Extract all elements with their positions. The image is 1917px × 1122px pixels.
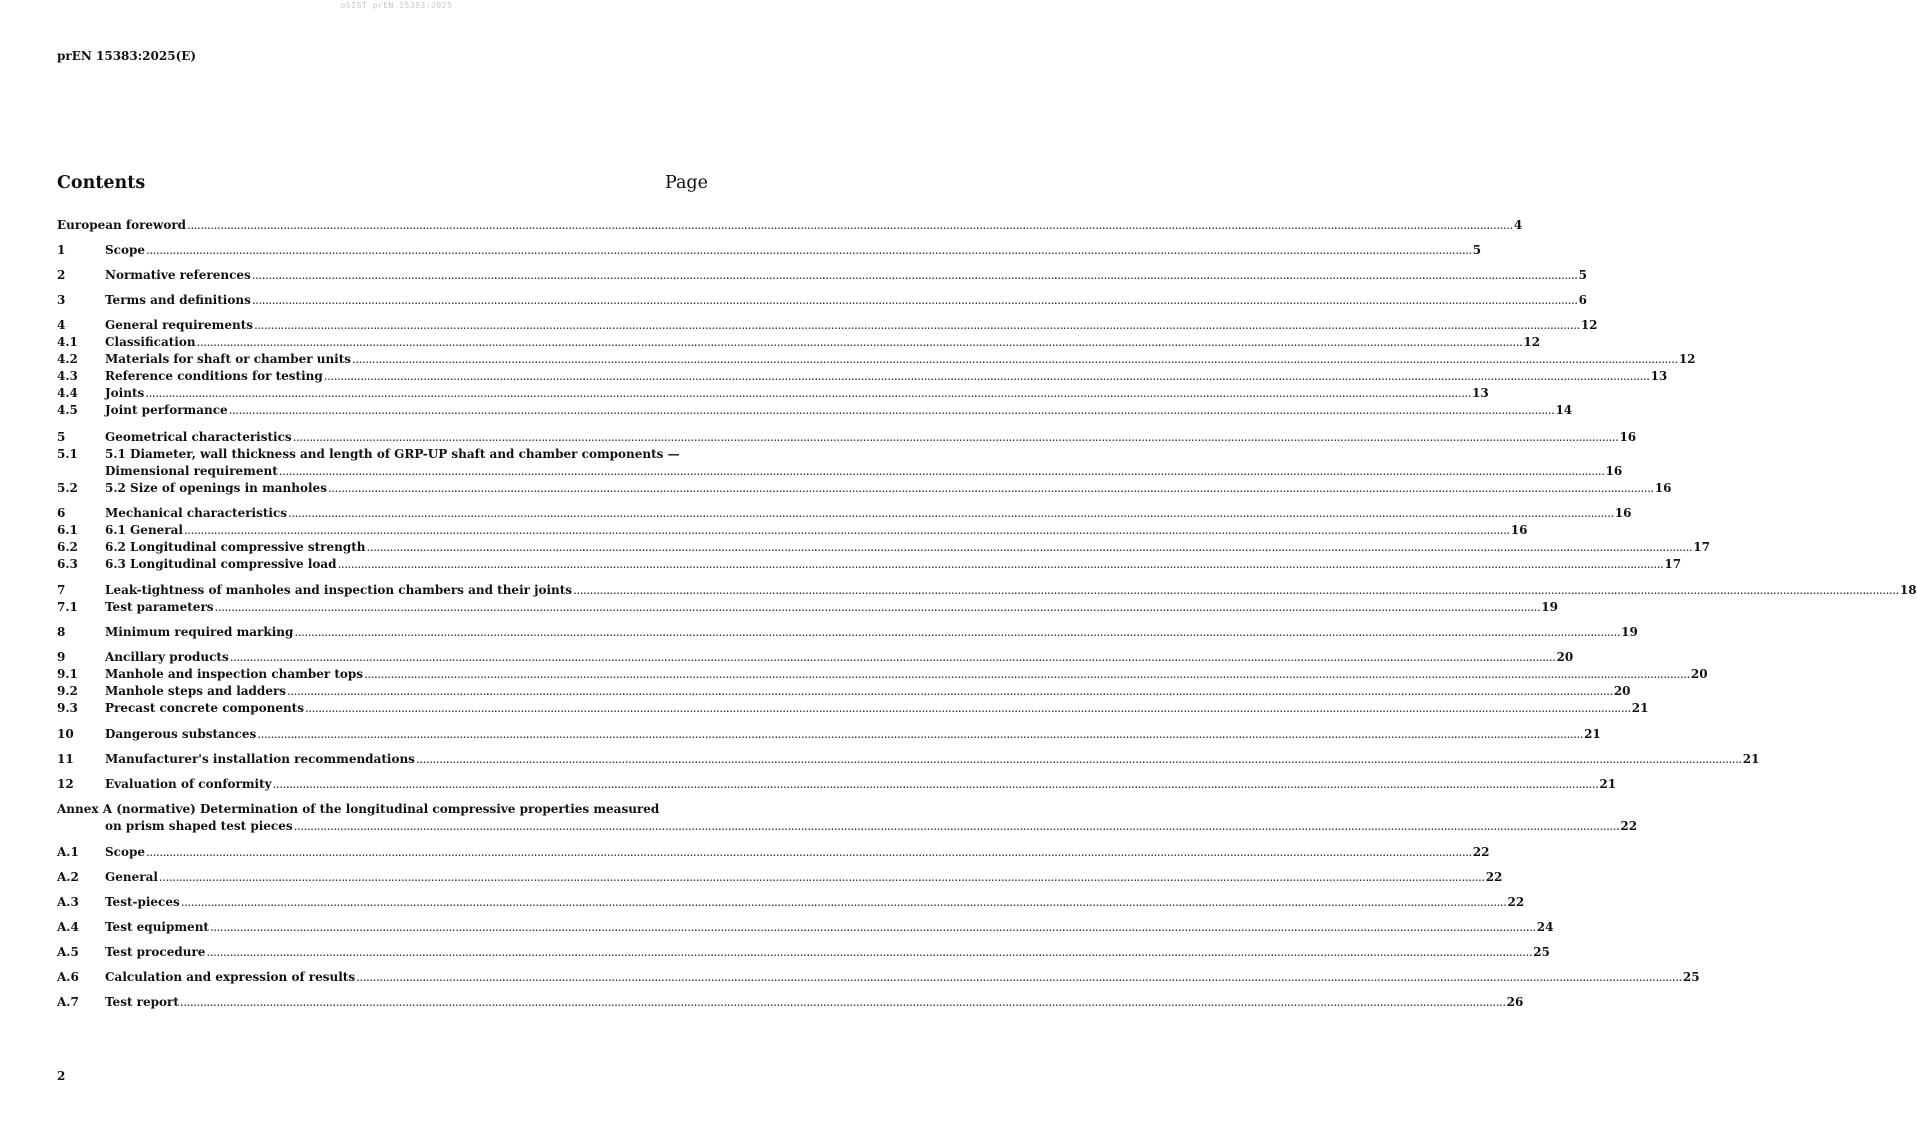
toc-entry-title: Precast concrete components — [105, 701, 304, 715]
toc-entry-page: 22 — [1620, 819, 1638, 833]
toc-entry-page: 22 — [1507, 895, 1525, 909]
toc-entry-number: A.2 — [57, 870, 79, 884]
toc-entry-page: 4 — [1513, 218, 1523, 232]
toc-entry[interactable] — [57, 751, 1760, 768]
toc-entry[interactable] — [57, 242, 1482, 259]
toc-entry[interactable] — [57, 480, 1672, 497]
toc-entry-number: 4.1 — [57, 335, 78, 349]
toc-leader-dots: ................................................................................................................................................................................................................................................................................................................................................................................................................ — [364, 667, 1690, 681]
toc-entry-page: 12 — [1580, 318, 1598, 332]
footer-page-number: 2 — [57, 1069, 66, 1083]
toc-entry-number: 8 — [57, 625, 66, 639]
toc-entry[interactable] — [57, 844, 1490, 861]
toc-entry-number: 6 — [57, 506, 66, 520]
toc-entry-title: Terms and definitions — [105, 293, 251, 307]
toc-entry[interactable] — [57, 624, 1638, 641]
toc-leader-dots: ................................................................................................................................................................................................................................................................................................................................................................................................................ — [254, 318, 1580, 332]
toc-entry-number: 7.1 — [57, 600, 78, 614]
toc-entry-number: 3 — [57, 293, 66, 307]
toc-entry-title: Ancillary products — [105, 650, 229, 664]
toc-entry-page: 20 — [1690, 667, 1708, 681]
toc-leader-dots: ................................................................................................................................................................................................................................................................................................................................................................................................................ — [251, 268, 1578, 282]
toc-entry-number: 5.1 — [57, 447, 78, 461]
toc-leader-dots: ................................................................................................................................................................................................................................................................................................................................................................................................................ — [257, 727, 1584, 741]
toc-entry-title: Test parameters — [105, 600, 214, 614]
toc-entry-title: 6.1 General — [105, 523, 183, 537]
toc-entry[interactable] — [57, 317, 1598, 334]
toc-entry-title: Test-pieces — [105, 895, 180, 909]
toc-leader-dots: ................................................................................................................................................................................................................................................................................................................................................................................................................ — [366, 540, 1693, 554]
toc-leader-dots: ................................................................................................................................................................................................................................................................................................................................................................................................................ — [573, 583, 1899, 597]
toc-leader-dots: ................................................................................................................................................................................................................................................................................................................................................................................................................ — [179, 995, 1506, 1009]
toc-entry[interactable] — [57, 522, 1528, 539]
toc-entry-title: General requirements — [105, 318, 254, 332]
toc-leader-dots: ................................................................................................................................................................................................................................................................................................................................................................................................................ — [352, 352, 1678, 366]
toc-entry-number: 9.1 — [57, 667, 78, 681]
toc-entry-page: 20 — [1613, 684, 1631, 698]
toc-entry-number: 6.3 — [57, 557, 78, 571]
toc-entry[interactable] — [57, 666, 1708, 683]
toc-entry[interactable] — [57, 539, 1710, 556]
toc-entry[interactable] — [57, 726, 1601, 743]
toc-entry-title: Classification — [105, 335, 196, 349]
toc-leader-dots: ................................................................................................................................................................................................................................................................................................................................................................................................................ — [278, 464, 1605, 478]
toc-entry-number: 10 — [57, 727, 74, 741]
watermark-text: oSIST prEN 15383:2025 — [340, 1, 453, 10]
toc-entry[interactable] — [57, 969, 1700, 986]
toc-entry-number: 1 — [57, 243, 66, 257]
toc-leader-dots: ................................................................................................................................................................................................................................................................................................................................................................................................................ — [292, 430, 1619, 444]
toc-entry-page: 12 — [1678, 352, 1696, 366]
toc-entry-title: Manufacturer's installation recommendations — [105, 752, 415, 766]
toc-leader-dots: ................................................................................................................................................................................................................................................................................................................................................................................................................ — [206, 945, 1533, 959]
toc-entry-title: Dangerous substances — [105, 727, 257, 741]
toc-leader-dots: ................................................................................................................................................................................................................................................................................................................................................................................................................ — [146, 243, 1472, 257]
toc-entry-number: A.3 — [57, 895, 79, 909]
toc-entry-number: 9 — [57, 650, 66, 664]
toc-entry-page: 16 — [1614, 506, 1632, 520]
contents-heading: Contents — [57, 173, 146, 193]
page-column-label: Page — [665, 173, 708, 193]
toc-entry-title: 6.3 Longitudinal compressive load — [105, 557, 337, 571]
toc-entry[interactable] — [57, 267, 1587, 284]
toc-entry-page: 17 — [1693, 540, 1710, 554]
toc-entry-continuation[interactable] — [57, 463, 1623, 480]
toc-entry-title: Minimum required marking — [105, 625, 294, 639]
toc-entry-number: 4.5 — [57, 403, 78, 417]
toc-entry-number: A.4 — [57, 920, 79, 934]
toc-entry-page: 12 — [1523, 335, 1541, 349]
toc-entry-title: Scope — [105, 845, 146, 859]
toc-leader-dots: ................................................................................................................................................................................................................................................................................................................................................................................................................ — [288, 506, 1614, 520]
toc-leader-dots: ................................................................................................................................................................................................................................................................................................................................................................................................................ — [304, 701, 1631, 715]
toc-entry[interactable] — [57, 944, 1550, 961]
toc-entry-page: 20 — [1556, 650, 1574, 664]
toc-entry[interactable] — [57, 801, 673, 818]
toc-entry-page: 22 — [1485, 870, 1503, 884]
toc-entry[interactable] — [57, 683, 1631, 700]
toc-entry-page: 6 — [1578, 293, 1587, 307]
toc-leader-dots: ................................................................................................................................................................................................................................................................................................................................................................................................................ — [180, 895, 1507, 909]
toc-entry[interactable] — [57, 217, 1523, 234]
toc-entry[interactable] — [57, 994, 1524, 1011]
toc-entry-title: Leak-tightness of manholes and inspection chambers and their joints — [105, 583, 573, 597]
toc-entry-title-continued: on prism shaped test pieces — [105, 819, 293, 833]
toc-entry-number: A.6 — [57, 970, 79, 984]
toc-entry[interactable] — [57, 556, 1682, 573]
toc-entry[interactable] — [57, 649, 1574, 666]
toc-entry-number: 7 — [57, 583, 66, 597]
toc-entry-page: 24 — [1536, 920, 1554, 934]
toc-entry-number: A.1 — [57, 845, 79, 859]
toc-entry[interactable] — [57, 505, 1632, 522]
toc-entry-title: Scope — [105, 243, 146, 257]
toc-leader-dots: ................................................................................................................................................................................................................................................................................................................................................................................................................ — [337, 557, 1664, 571]
toc-entry-page: 16 — [1654, 481, 1672, 495]
toc-entry[interactable] — [57, 385, 1489, 402]
toc-entry-page: 21 — [1742, 752, 1760, 766]
toc-leader-dots: ................................................................................................................................................................................................................................................................................................................................................................................................................ — [209, 920, 1536, 934]
toc-entry-title: Calculation and expression of results — [105, 970, 356, 984]
toc-entry-title: 6.2 Longitudinal compressive strength — [105, 540, 366, 554]
toc-entry-number: 9.3 — [57, 701, 78, 715]
toc-entry-page: 14 — [1555, 403, 1573, 417]
toc-entry-title: Materials for shaft or chamber units — [105, 352, 352, 366]
document-id: prEN 15383:2025(E) — [57, 49, 197, 63]
toc-entry-number: 9.2 — [57, 684, 78, 698]
toc-entry[interactable] — [57, 334, 1541, 351]
toc-entry-number: A.5 — [57, 945, 79, 959]
toc-entry[interactable] — [57, 869, 1503, 886]
toc-leader-dots: ................................................................................................................................................................................................................................................................................................................................................................................................................ — [183, 523, 1510, 537]
toc-entry-page: 16 — [1605, 464, 1623, 478]
toc-entry-page: 21 — [1631, 701, 1649, 715]
toc-entry-number: 11 — [57, 752, 74, 766]
toc-entry[interactable] — [57, 700, 1649, 717]
toc-entry[interactable] — [57, 351, 1696, 368]
toc-entry[interactable] — [57, 292, 1587, 309]
toc-entry-page: 19 — [1621, 625, 1638, 639]
toc-entry[interactable] — [57, 894, 1525, 911]
toc-entry-number: 4 — [57, 318, 66, 332]
toc-entry-page: 5 — [1472, 243, 1482, 257]
toc-entry-number: 5 — [57, 430, 66, 444]
toc-entry-page: 19 — [1541, 600, 1558, 614]
toc-entry-page: 25 — [1533, 945, 1550, 959]
toc-entry-number: 2 — [57, 268, 66, 282]
toc-entry-title: Joint performance — [105, 403, 228, 417]
toc-entry-page: 25 — [1682, 970, 1700, 984]
toc-leader-dots: ................................................................................................................................................................................................................................................................................................................................................................................................................ — [415, 752, 1742, 766]
toc-entry-page: 16 — [1510, 523, 1528, 537]
toc-entry-title: Joints — [105, 386, 145, 400]
toc-leader-dots: ................................................................................................................................................................................................................................................................................................................................................................................................................ — [287, 684, 1613, 698]
toc-leader-dots: ................................................................................................................................................................................................................................................................................................................................................................................................................ — [187, 218, 1513, 232]
toc-entry[interactable] — [57, 402, 1573, 419]
toc-leader-dots: ................................................................................................................................................................................................................................................................................................................................................................................................................ — [356, 970, 1682, 984]
toc-leader-dots: ................................................................................................................................................................................................................................................................................................................................................................................................................ — [158, 870, 1485, 884]
toc-entry-number: 12 — [57, 777, 74, 791]
toc-entry-number: A.7 — [57, 995, 79, 1009]
toc-entry-number: 4.2 — [57, 352, 78, 366]
toc-entry-number: 6.2 — [57, 540, 78, 554]
toc-entry-title: Geometrical characteristics — [105, 430, 292, 444]
toc-leader-dots: ................................................................................................................................................................................................................................................................................................................................................................................................................ — [294, 625, 1621, 639]
toc-entry-title: Manhole steps and ladders — [105, 684, 287, 698]
toc-entry-page: 21 — [1584, 727, 1601, 741]
toc-entry-title: Test equipment — [105, 920, 209, 934]
toc-entry-page: 5 — [1578, 268, 1587, 282]
toc-entry[interactable] — [57, 582, 1917, 599]
toc-entry[interactable] — [57, 599, 1558, 616]
toc-leader-dots: ................................................................................................................................................................................................................................................................................................................................................................................................................ — [293, 819, 1620, 833]
toc-entry-title: General — [105, 870, 158, 884]
toc-entry-number: 4.4 — [57, 386, 78, 400]
toc-entry-number: 5.2 — [57, 481, 78, 495]
toc-leader-dots: ................................................................................................................................................................................................................................................................................................................................................................................................................ — [196, 335, 1523, 349]
toc-leader-dots: ................................................................................................................................................................................................................................................................................................................................................................................................................ — [145, 386, 1472, 400]
toc-leader-dots: ................................................................................................................................................................................................................................................................................................................................................................................................................ — [327, 481, 1654, 495]
toc-entry-number: 4.3 — [57, 369, 78, 383]
toc-entry-title: Test report — [105, 995, 179, 1009]
toc-entry-continuation[interactable] — [57, 818, 1638, 835]
toc-entry-number: 6.1 — [57, 523, 78, 537]
toc-entry-page: 17 — [1664, 557, 1682, 571]
toc-entry-title: Normative references — [105, 268, 251, 282]
toc-entry-page: 18 — [1899, 583, 1917, 597]
toc-leader-dots: ................................................................................................................................................................................................................................................................................................................................................................................................................ — [272, 777, 1599, 791]
toc-entry-title: European foreword — [57, 218, 187, 232]
toc-leader-dots: ................................................................................................................................................................................................................................................................................................................................................................................................................ — [229, 650, 1556, 664]
toc-entry-title: Annex A (normative) Determination of the longitudinal compressive properties measured — [57, 802, 660, 816]
toc-entry-title: Reference conditions for testing — [105, 369, 323, 383]
toc-entry-page: 13 — [1650, 369, 1668, 383]
toc-entry-title-continued: Dimensional requirement — [105, 464, 278, 478]
toc-entry[interactable] — [57, 776, 1617, 793]
toc-entry-title: Test procedure — [105, 945, 206, 959]
toc-entry-page: 16 — [1619, 430, 1637, 444]
toc-entry-title: Evaluation of conformity — [105, 777, 272, 791]
toc-leader-dots: ................................................................................................................................................................................................................................................................................................................................................................................................................ — [146, 845, 1472, 859]
toc-entry[interactable] — [57, 446, 680, 463]
toc-leader-dots: ................................................................................................................................................................................................................................................................................................................................................................................................................ — [323, 369, 1650, 383]
toc-entry-title: Mechanical characteristics — [105, 506, 288, 520]
toc-entry-title: 5.1 Diameter, wall thickness and length of GRP-UP shaft and chamber components — — [105, 447, 680, 461]
toc-entry-title: 5.2 Size of openings in manholes — [105, 481, 327, 495]
toc-entry-page: 21 — [1599, 777, 1617, 791]
toc-entry-page: 13 — [1472, 386, 1489, 400]
toc-entry-page: 22 — [1472, 845, 1490, 859]
toc-entry[interactable] — [57, 429, 1637, 446]
toc-leader-dots: ................................................................................................................................................................................................................................................................................................................................................................................................................ — [228, 403, 1555, 417]
toc-leader-dots: ................................................................................................................................................................................................................................................................................................................................................................................................................ — [214, 600, 1541, 614]
toc-entry[interactable] — [57, 919, 1554, 936]
toc-entry[interactable] — [57, 368, 1668, 385]
toc-entry-title: Manhole and inspection chamber tops — [105, 667, 364, 681]
toc-leader-dots: ................................................................................................................................................................................................................................................................................................................................................................................................................ — [251, 293, 1578, 307]
toc-entry-page: 26 — [1506, 995, 1524, 1009]
